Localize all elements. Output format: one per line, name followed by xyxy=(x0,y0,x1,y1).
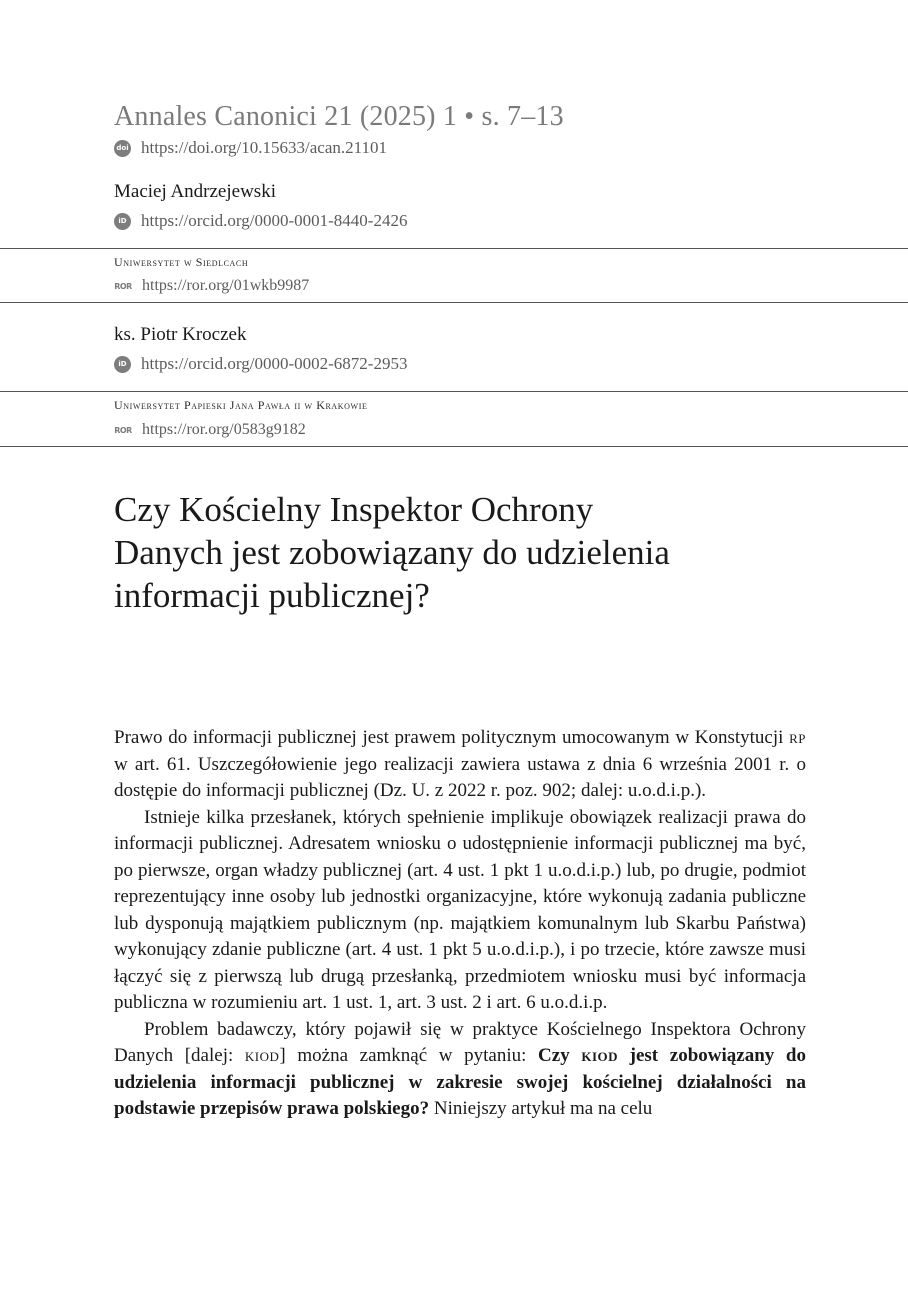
text-run: Problem badawczy, który pojawił się w praktyce Kościelnego Inspektora Ochrony Danych [dalej: xyxy=(114,1018,806,1066)
article-body xyxy=(114,725,806,1123)
abbreviation: kiod xyxy=(581,1045,619,1066)
orcid-row xyxy=(114,354,407,374)
journal-citation: Annales Canonici 21 (2025) 1 • s. 7–13 xyxy=(114,101,564,132)
article-title xyxy=(114,488,814,617)
text-run: w art. 61. Uszczegółowienie jego realizacji zawiera ustawa z dnia 6 września 2001 r. o dostępie do informacji publicznej (Dz. U. z 2022 r. poz. 902; dalej: u.o.d.i.p.). xyxy=(114,753,806,801)
text-run: jest zobowiązany do udzielenia informacji publicznej w zakresie swojej kościelnej działalności na podstawie przepisów prawa polskiego? xyxy=(114,1045,806,1119)
text-run: Niniejszy artykuł ma na celu xyxy=(429,1098,653,1119)
title-line: informacji publicznej? xyxy=(114,576,430,615)
orcid-row xyxy=(114,211,407,231)
paragraph xyxy=(114,1017,806,1123)
ror-icon: ROR xyxy=(114,425,132,435)
affiliation: Uniwersytet w Siedlcach xyxy=(114,255,249,269)
affiliation: Uniwersytet Papieski Jana Pawła ii w Krakowie xyxy=(114,398,368,412)
title-line: Czy Kościelny Inspektor Ochrony xyxy=(114,490,594,529)
divider xyxy=(0,248,908,249)
ror-row xyxy=(114,421,306,439)
doi-link[interactable]: https://doi.org/10.15633/acan.21101 xyxy=(141,138,388,157)
doi-row xyxy=(114,138,387,158)
orcid-link[interactable]: https://orcid.org/0000-0002-6872-2953 xyxy=(141,354,408,373)
divider xyxy=(0,302,908,303)
ror-link[interactable]: https://ror.org/0583g9182 xyxy=(142,421,306,438)
divider xyxy=(0,446,908,447)
paragraph xyxy=(114,725,806,805)
author-name: ks. Piotr Kroczek xyxy=(114,324,247,345)
orcid-icon: iD xyxy=(114,356,131,373)
orcid-icon: iD xyxy=(114,213,131,230)
divider xyxy=(0,391,908,392)
paragraph: Istnieje kilka przesłanek, których spełnienie implikuje obowiązek realizacji prawa do informacji publicznej. Adresatem wniosku o udostępnienie informacji publicznej ma być, po pierwsze, organ władzy publicznej (art. 4 ust. 1 pkt 1 u.o.d.i.p.) lub, po drugie, podmiot reprezentujący inne osoby lub jednostki organizacyjne, które wykonują zadania publiczne lub dysponują majątkiem publicznym (np. majątkiem komunalnym lub Skarbu Państwa) wykonujący zdanie publiczne (art. 4 ust. 1 pkt 5 u.o.d.i.p.), i po trzecie, które zawsze musi łączyć się z pierwszą lub drugą przesłanką, przedmiotem wniosku musi być informacja publiczna w rozumieniu art. 1 ust. 1, art. 3 ust. 2 i art. 6 u.o.d.i.p. xyxy=(114,806,806,1013)
text-run: Czy xyxy=(538,1045,582,1066)
title-line: Danych jest zobowiązany do udzielenia xyxy=(114,533,670,572)
orcid-link[interactable]: https://orcid.org/0000-0001-8440-2426 xyxy=(141,211,408,230)
doi-icon: doi xyxy=(114,140,131,157)
author-name: Maciej Andrzejewski xyxy=(114,181,276,202)
ror-row xyxy=(114,277,309,295)
abbreviation: kiod xyxy=(244,1045,280,1066)
abbreviation: rp xyxy=(789,727,806,748)
text-run: ] można zamknąć w pytaniu: xyxy=(279,1045,539,1066)
ror-link[interactable]: https://ror.org/01wkb9987 xyxy=(142,277,310,294)
text-run: Prawo do informacji publicznej jest prawem politycznym umocowanym w Konstytucji xyxy=(114,727,790,748)
ror-icon: ROR xyxy=(114,281,132,291)
